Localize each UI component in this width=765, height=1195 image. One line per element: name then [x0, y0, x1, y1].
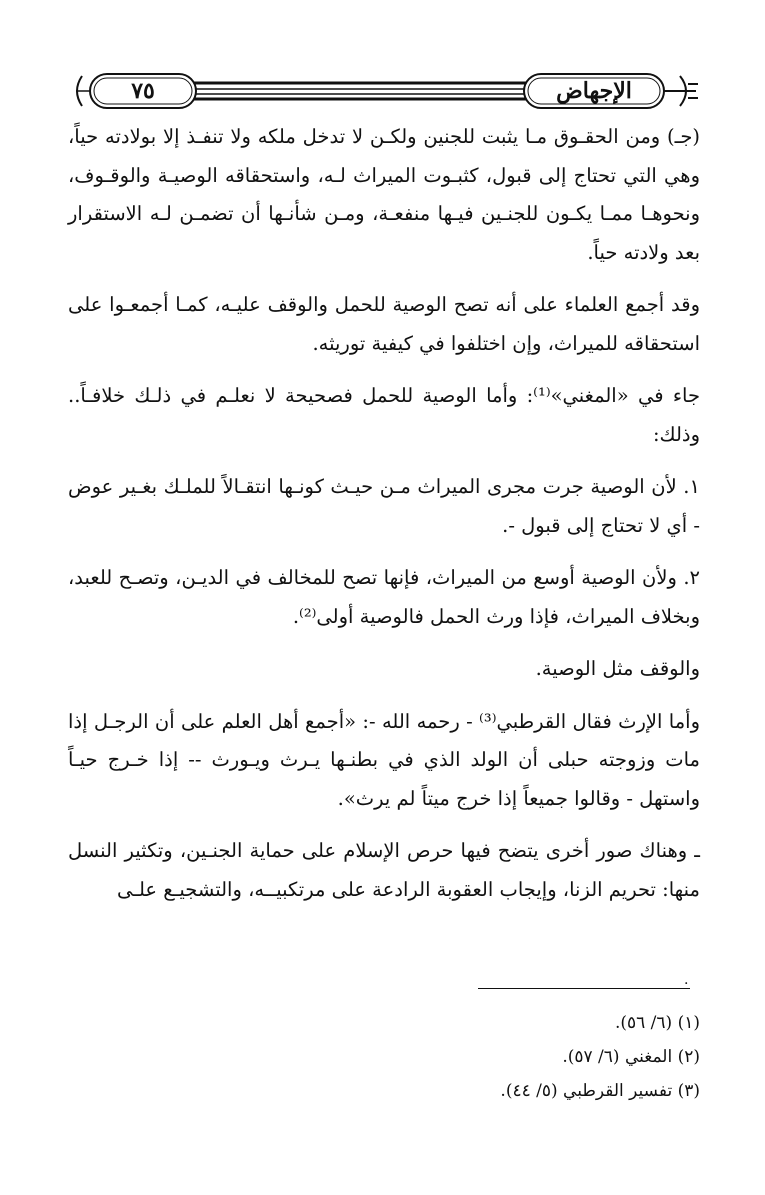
body-text	[68, 118, 700, 923]
chapter-title: الإجهاض	[556, 78, 632, 104]
page-number: ٧٥	[131, 78, 155, 104]
paragraph: ٢. ولأن الوصية أوسع من الميراث، فإنها تصح للمخالف في الديـن، وتصـح للعبد، وبخلاف الميراث، فإذا ورث الحمل فالوصية أولى⁽²⁾.	[68, 566, 700, 628]
running-header	[62, 66, 702, 116]
paragraph: جاء في «المغني»⁽¹⁾: وأما الوصية للحمل فصحيحة لا نعلـم في ذلـك خلافـاً.. وذلك:	[68, 384, 700, 446]
separator-dot: .	[684, 972, 689, 988]
paragraph: وقد أجمع العلماء على أنه تصح الوصية للحمل والوقف عليـه، كمـا أجمعـوا على استحقاقه للميراث، وإن اختلفوا في كيفية توريثه.	[68, 293, 700, 355]
footnote: (٢) المغني (٦/ ٥٧).	[562, 1047, 700, 1067]
paragraph: ١. لأن الوصية جرت مجرى الميراث مـن حيـث كونـها انتقـالاً للملـك بغـير عوض - أي لا تحتاج إلى قبول -.	[68, 475, 700, 537]
paragraph: (جـ) ومن الحقـوق مـا يثبت للجنين ولكـن لا تدخل ملكه ولا تنفـذ إلا بولادته حياً، وهي التي تحتاج إلى قبول، كثبـوت الميراث لـه، واستحقاقه الوصيـة والوقـوف، ونحوهـا ممـا يكـون للجنـين فيـها منفعـة، ومـن شأنـها أن تضمـن لـه الاستقرار بعد ولادته حياً.	[68, 125, 700, 264]
paragraph: وأما الإرث فقال القرطبي⁽³⁾ - رحمه الله -: «أجمع أهل العلم على أن الرجـل إذا مات وزوجته حبلى أن الولد الذي في بطنـها يـرث ويـورث -- إذا خـرج حيـاً واستهل - وقالوا جميعاً إذا خرج ميتاً لم يرث».	[68, 709, 701, 810]
paragraph: ـ وهناك صور أخرى يتضح فيها حرص الإسلام على حماية الجنـين، وتكثير النسل منها: تحريم الزنا، وإيجاب العقوبة الرادعة على مرتكبيــه، والتشجيـع علـى	[68, 839, 700, 901]
footnotes	[80, 988, 700, 1108]
footnote: (٣) تفسير القرطبي (٥/ ٤٤).	[500, 1081, 700, 1101]
paragraph: والوقف مثل الوصية.	[535, 657, 700, 680]
footnote: (١) (٦/ ٥٦).	[614, 1013, 700, 1033]
